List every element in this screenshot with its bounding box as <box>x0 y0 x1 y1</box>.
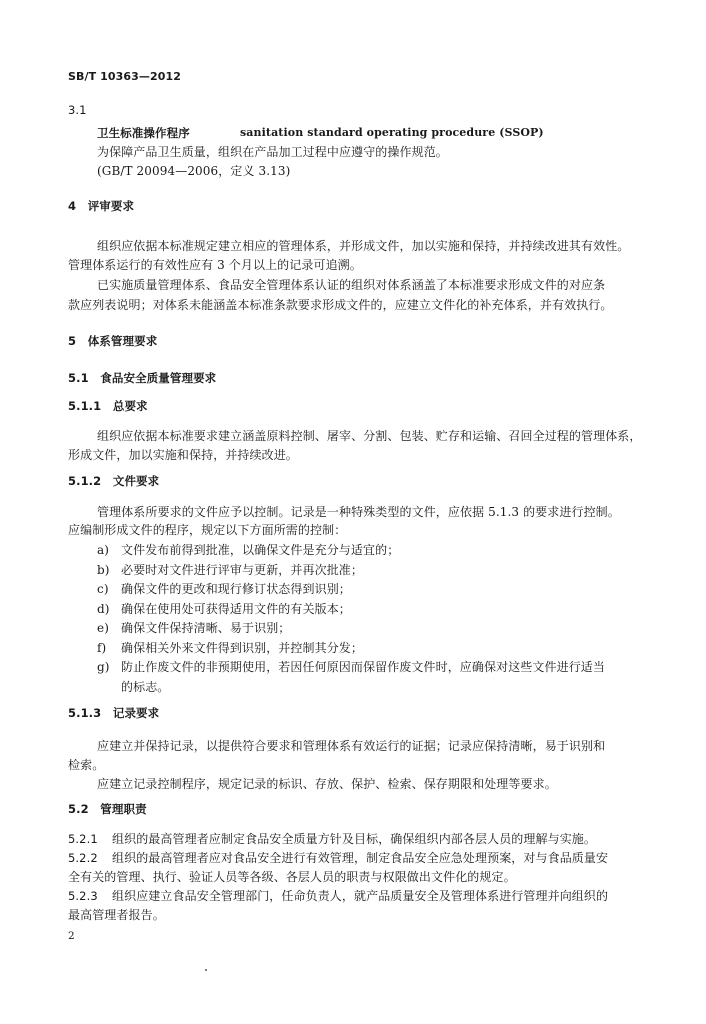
s5-1-2-line2: 应编制形成文件的程序，规定以下方面所需的控制： <box>68 523 347 537</box>
heading-section-5: 5 体系管理要求 <box>68 334 158 348</box>
clause-5-2-1-text: 组织的最高管理者应制定食品安全质量方针及目标，确保组织内部各层人员的理解与实施。 <box>112 832 597 846</box>
list-item-c: 确保文件的更改和现行修订状态得到识别； <box>121 582 351 596</box>
s5-1-3-line3: 应建立记录控制程序，规定记录的标识、存放、保护、检索、保存期限和处理等要求。 <box>97 777 557 791</box>
clause-number-3-1: 3.1 <box>68 103 87 117</box>
s5-1-2-line1: 管理体系所要求的文件应予以控制。记录是一种特殊类型的文件，应依据 5.1.3 的要求进行控制。 <box>97 505 620 519</box>
s4-paragraph2-line2: 款应列表说明；对体系未能涵盖本标准条款要求形成文件的，应建立文件化的补充体系，并有效执行。 <box>68 298 613 312</box>
s4-paragraph1-line1: 组织应依据本标准规定建立相应的管理体系，并形成文件，加以实施和保持，并持续改进其有效性。 <box>97 239 630 253</box>
clause-5-2-2-line2: 全有关的管理、执行、验证人员等各级、各层人员的职责与权限做出文件化的规定。 <box>68 870 516 884</box>
heading-5-2: 5.2 管理职责 <box>68 802 147 816</box>
list-item-e: 确保文件保持清晰、易于识别； <box>121 621 291 635</box>
heading-5-1-1: 5.1.1 总要求 <box>68 399 148 413</box>
heading-section-4: 4 评审要求 <box>68 199 135 213</box>
list-label-d: d) <box>97 602 110 616</box>
term-definition: 为保障产品卫生质量，组织在产品加工过程中应遵守的操作规范。 <box>97 145 448 159</box>
s4-paragraph2-line1: 已实施质量管理体系、食品安全管理体系认证的组织对体系涵盖了本标准要求形成文件的对应条 <box>97 278 606 292</box>
list-item-d: 确保在使用处可获得适用文件的有关版本； <box>121 602 351 616</box>
heading-5-1-3: 5.1.3 记录要求 <box>68 706 160 720</box>
s5-1-3-line1: 应建立并保持记录，以提供符合要求和管理体系有效运行的证据；记录应保持清晰，易于识别和 <box>97 739 606 753</box>
list-item-b: 必要时对文件进行评审与更新，并再次批准； <box>121 563 364 577</box>
scan-speck <box>205 969 207 971</box>
term-chinese: 卫生标准操作程序 <box>97 126 190 140</box>
clause-5-2-2-line1: 组织的最高管理者应对食品安全进行有效管理，制定食品安全应急处理预案，对与食品质量安 <box>112 851 609 865</box>
s5-1-3-line2: 检索。 <box>68 758 105 772</box>
list-item-g-continued: 的标志。 <box>121 680 170 694</box>
clause-number-5-2-3: 5.2.3 <box>68 889 98 903</box>
page-number: 2 <box>68 930 75 942</box>
list-label-g: g) <box>97 660 110 674</box>
clause-5-2-3-line2: 最高管理者报告。 <box>68 908 165 922</box>
term-source: (GB/T 20094—2006，定义 3.13) <box>97 164 291 178</box>
list-label-e: e) <box>97 621 109 635</box>
heading-5-1: 5.1 食品安全质量管理要求 <box>68 371 217 385</box>
term-english: sanitation standard operating procedure (SSOP) <box>240 126 544 139</box>
clause-number-5-2-1: 5.2.1 <box>68 832 98 846</box>
list-label-c: c) <box>97 582 109 596</box>
list-item-a: 文件发布前得到批准，以确保文件是充分与适宜的； <box>121 543 400 557</box>
s5-1-1-line1: 组织应依据本标准要求建立涵盖原料控制、屠宰、分割、包装、贮存和运输、召回全过程的管理体系， <box>97 429 642 443</box>
s5-1-1-line2: 形成文件，加以实施和保持，并持续改进。 <box>68 448 298 462</box>
list-label-a: a) <box>97 543 110 557</box>
list-item-g: 防止作废文件的非预期使用，若因任何原因而保留作废文件时，应确保对这些文件进行适当 <box>121 660 606 674</box>
heading-5-1-2: 5.1.2 文件要求 <box>68 474 160 488</box>
standard-code: SB/T 10363—2012 <box>68 70 182 83</box>
clause-5-2-3-line1: 组织应建立食品安全管理部门，任命负责人，就产品质量安全及管理体系进行管理并向组织的 <box>112 889 609 903</box>
clause-number-5-2-2: 5.2.2 <box>68 851 98 865</box>
list-label-b: b) <box>97 563 110 577</box>
list-item-f: 确保相关外来文件得到识别，并控制其分发； <box>121 641 364 655</box>
list-label-f: f) <box>97 641 107 655</box>
s4-paragraph1-line2: 管理体系运行的有效性应有 3 个月以上的记录可追溯。 <box>68 258 362 272</box>
